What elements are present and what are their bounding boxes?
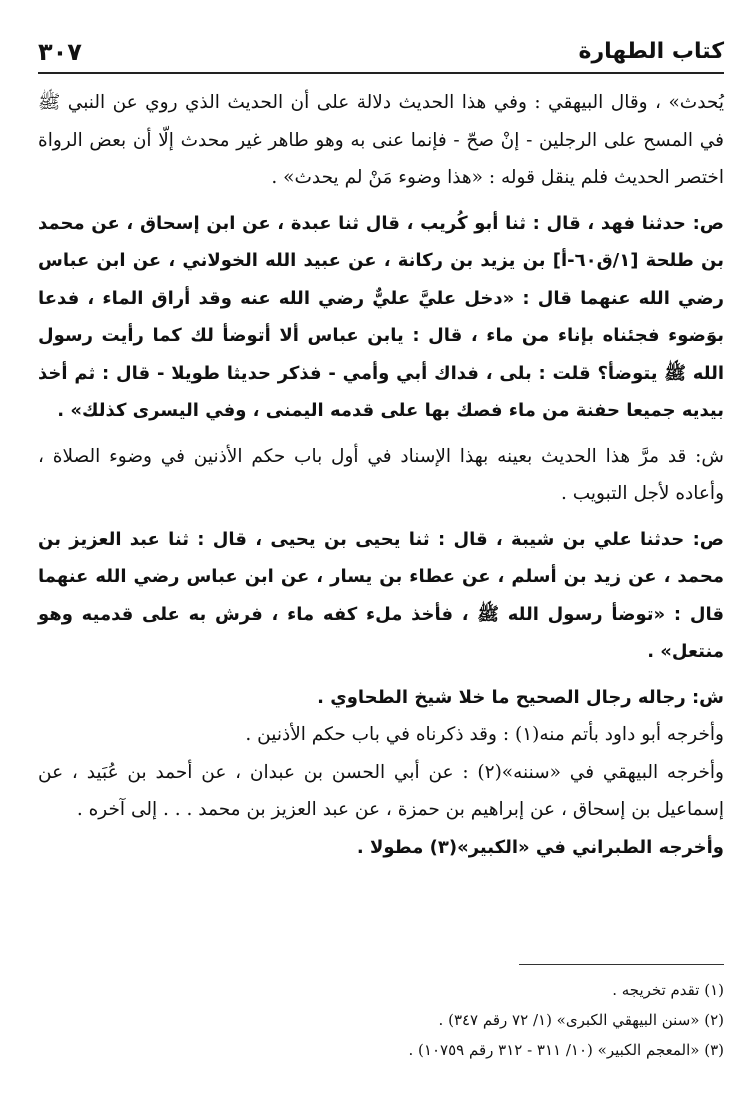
paragraph-tabarani: وأخرجه الطبراني في «الكبير»(٣) مطولا . [356, 836, 724, 858]
footnote-3: (٣) «المعجم الكبير» (١٠/ ٣١١ - ٣١٢ رقم ١٠٧٥٩) . [408, 1041, 724, 1059]
book-page [38, 34, 724, 1074]
footnote-2: (٢) «سنن البيهقي الكبرى» (١/ ٧٢ رقم ٣٤٧) . [438, 1011, 724, 1029]
paragraph-bayhaqi-takhrij: وأخرجه البيهقي في «سننه»(٢) : عن أبي الحسن بن عبدان ، عن أحمد بن عُبَيد ، عن إسماعيل بن إسحاق ، عن إبراهيم بن حمزة ، عن عبد العزيز بن محمد . . . إلى آخره . [38, 761, 724, 820]
footnote-1: (١) تقدم تخريجه . [612, 981, 724, 999]
paragraph-abu-dawud: وأخرجه أبو داود بأتم منه(١) : وقد ذكرناه في باب حكم الأذنين . [245, 724, 724, 745]
paragraph-hadith-ali-bin-shayba: ص: حدثنا علي بن شيبة ، قال : ثنا يحيى بن يحيى ، قال : ثنا عبد العزيز بن محمد ، عن زيد بن أسلم ، عن عطاء بن يسار ، عن ابن عباس رضي الله عنهما قال : «توضأ رسول الله ﷺ ، فأخذ ملء كفه ماء ، فرش به على قدميه وهو منتعل» . [38, 528, 724, 662]
paragraph-hadith-fahd: ص: حدثنا فهد ، قال : ثنا أبو كُريب ، قال ثنا عبدة ، عن ابن إسحاق ، عن محمد بن طلحة [١/ق٦٠-أ] بن يزيد بن ركانة ، عن عبيد الله الخولاني ، عن ابن عباس رضي الله عنهما قال : «دخل عليَّ عليٌّ رضي الله عنه وقد أراق الماء ، فدعا بوَضوء فجئناه بإناء من ماء ، قال : يابن عباس ألا أتوضأ لك كما رأيت رسول الله ﷺ يتوضأ؟ قلت : بلى ، فداك أبي وأمي - فذكر حديثا طويلا - قال : ثم أخذ بيديه جميعا حفنة من ماء فصك بها على قدمه اليمنى ، وفي اليسرى كذلك» . [38, 212, 724, 421]
running-header [38, 34, 724, 66]
paragraph-sharh-2: ش: رجاله رجال الصحيح ما خلا شيخ الطحاوي . [317, 686, 724, 708]
main-text [38, 84, 724, 866]
paragraph-sharh-1: ش: قد مرَّ هذا الحديث بعينه بهذا الإسناد في أول باب حكم الأذنين في وضوء الصلاة ، وأعاده لأجل التبويب . [38, 445, 724, 504]
header-rule [38, 72, 724, 74]
footnote-rule [519, 964, 724, 965]
footnotes [38, 964, 724, 1065]
page-number: ٣٠٧ [38, 38, 82, 66]
chapter-title: كتاب الطهارة [578, 39, 724, 64]
paragraph-bayhaqi-comment: يُحدث» ، وقال البيهقي : وفي هذا الحديث دلالة على أن الحديث الذي روي عن النبي ﷺ في المسح على الرجلين - إنْ صحّ - فإنما عنى به وهو طاهر غير محدث إلّا أن بعض الرواة اختصر الحديث فلم ينقل قوله : «هذا وضوء مَنْ لم يحدث» . [38, 92, 724, 188]
